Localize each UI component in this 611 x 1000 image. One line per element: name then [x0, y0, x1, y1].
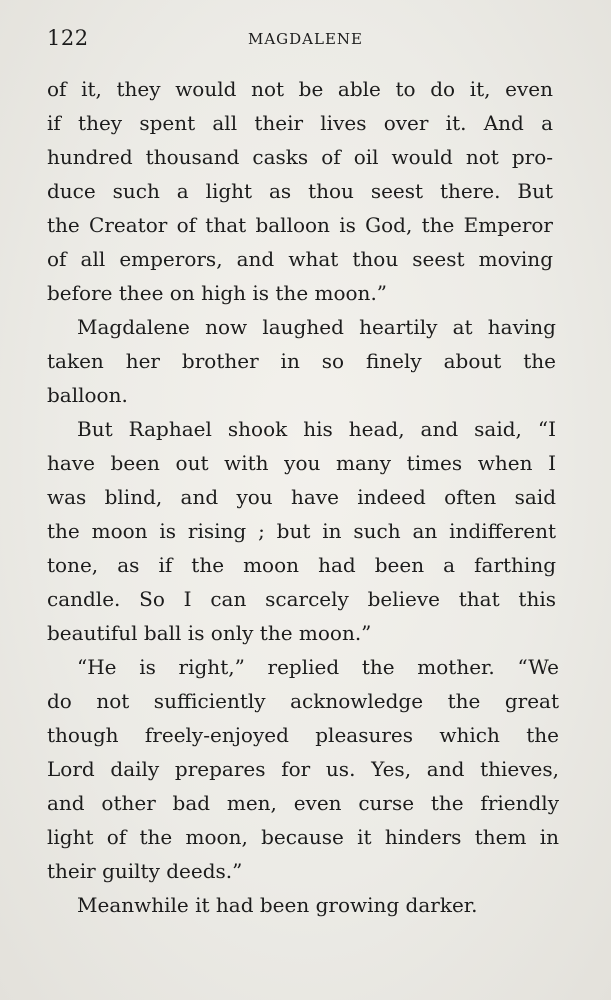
text-line: before thee on high is the moon.” [47, 281, 388, 305]
text-line: the moon is rising ; but in such an indifferent [47, 519, 556, 543]
text-line: have been out with you many times when I [47, 451, 556, 475]
text-line: Meanwhile it had been growing darker. [77, 893, 478, 917]
text-line: the Creator of that balloon is God, the Emperor [47, 213, 553, 237]
text-line: balloon. [47, 383, 128, 407]
text-line: duce such a light as thou seest there. But [47, 179, 553, 203]
running-head [47, 26, 564, 52]
text-line: if they spent all their lives over it. And a [47, 111, 553, 135]
text-line: Magdalene now laughed heartily at having [77, 315, 556, 339]
text-line: candle. So I can scarcely believe that this [47, 587, 556, 611]
text-line: their guilty deeds.” [47, 859, 243, 883]
text-line: hundred thousand casks of oil would not pro- [47, 145, 553, 169]
text-line: beautiful ball is only the moon.” [47, 621, 372, 645]
text-line: of it, they would not be able to do it, even [47, 77, 553, 101]
running-title: MAGDALENE [247, 30, 364, 48]
page-number: 122 [47, 26, 89, 50]
text-line: do not sufficiently acknowledge the great [47, 689, 559, 713]
text-line: tone, as if the moon had been a farthing [47, 553, 556, 577]
text-line: was blind, and you have indeed often said [47, 485, 556, 509]
text-line: But Raphael shook his head, and said, “I [77, 417, 556, 441]
text-line: of all emperors, and what thou seest moving [47, 247, 553, 271]
text-line: though freely-enjoyed pleasures which the [47, 723, 559, 747]
text-line: “He is right,” replied the mother. “We [77, 655, 559, 679]
text-line: light of the moon, because it hinders them in [47, 825, 559, 849]
text-line: and other bad men, even curse the friendly [47, 791, 559, 815]
text-line: taken her brother in so finely about the [47, 349, 556, 373]
text-line: Lord daily prepares for us. Yes, and thieves, [47, 757, 559, 781]
